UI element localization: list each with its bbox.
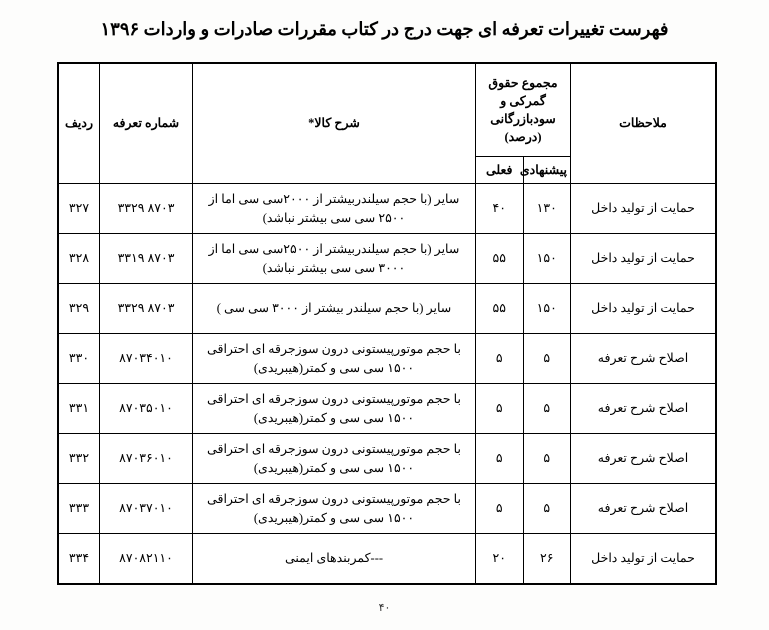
cell-tariff-number: ۸۷۰۳۶۰۱۰: [100, 434, 193, 484]
table-row: [58, 534, 716, 584]
cell-proposed: ۱۳۰: [523, 184, 571, 234]
cell-current: ۴۰: [476, 184, 524, 234]
cell-tariff-number: ۸۷۰۳ ۳۳۱۹: [100, 234, 193, 284]
cell-description: سایر (با حجم سیلندربیشتر از ۲۰۰۰سی سی اما از ۲۵۰۰ سی سی بیشتر نباشد): [193, 184, 476, 234]
duty-group-line-2: گمرکی و: [500, 93, 546, 108]
table-row: [58, 484, 716, 534]
cell-radif: ۳۳۰: [58, 334, 100, 384]
cell-current: ۵: [476, 484, 524, 534]
cell-current: ۲۰: [476, 534, 524, 584]
table-head: [58, 63, 716, 184]
column-header-proposed: پیشنهادی: [523, 157, 571, 184]
cell-current: ۵: [476, 384, 524, 434]
cell-current: ۵: [476, 334, 524, 384]
table-body: [58, 184, 716, 584]
cell-tariff-number: ۸۷۰۳ ۳۳۲۹: [100, 284, 193, 334]
cell-notes: اصلاح شرح تعرفه: [571, 334, 717, 384]
cell-proposed: ۵: [523, 334, 571, 384]
page-number: ۴۰: [378, 602, 391, 614]
column-header-duty-group: [476, 63, 571, 157]
cell-radif: ۳۳۱: [58, 384, 100, 434]
column-header-description: شرح کالا*: [193, 63, 476, 184]
cell-proposed: ۱۵۰: [523, 234, 571, 284]
table-row: [58, 384, 716, 434]
cell-tariff-number: ۸۷۰۳۷۰۱۰: [100, 484, 193, 534]
table-row: [58, 284, 716, 334]
cell-notes: حمایت از تولید داخل: [571, 534, 717, 584]
cell-radif: ۳۳۲: [58, 434, 100, 484]
cell-current: ۵۵: [476, 234, 524, 284]
cell-current: ۵۵: [476, 284, 524, 334]
table-header-row-primary: [58, 63, 716, 157]
cell-radif: ۳۳۴: [58, 534, 100, 584]
table-row: [58, 234, 716, 284]
table-row: [58, 434, 716, 484]
cell-radif: ۳۲۷: [58, 184, 100, 234]
column-header-current: فعلی: [476, 157, 524, 184]
cell-radif: ۳۲۸: [58, 234, 100, 284]
table-row: [58, 334, 716, 384]
cell-tariff-number: ۸۷۰۳۴۰۱۰: [100, 334, 193, 384]
cell-description: با حجم موتورپیستونی درون سوزجرقه ای احتراقی ۱۵۰۰ سی سی و کمتر(هیبریدی): [193, 484, 476, 534]
cell-description: با حجم موتورپیستونی درون سوزجرقه ای احتراقی ۱۵۰۰ سی سی و کمتر(هیبریدی): [193, 384, 476, 434]
cell-notes: حمایت از تولید داخل: [571, 284, 717, 334]
cell-radif: ۳۳۳: [58, 484, 100, 534]
column-header-notes: ملاحظات: [571, 63, 717, 184]
tariff-table-container: [57, 62, 717, 585]
cell-notes: حمایت از تولید داخل: [571, 234, 717, 284]
duty-group-line-1: مجموع حقوق: [488, 75, 558, 90]
cell-description: با حجم موتورپیستونی درون سوزجرقه ای احتراقی ۱۵۰۰ سی سی و کمتر(هیبریدی): [193, 334, 476, 384]
cell-tariff-number: ۸۷۰۳ ۳۳۲۹: [100, 184, 193, 234]
column-header-radif: ردیف: [58, 63, 100, 184]
cell-current: ۵: [476, 434, 524, 484]
cell-notes: اصلاح شرح تعرفه: [571, 484, 717, 534]
cell-tariff-number: ۸۷۰۳۵۰۱۰: [100, 384, 193, 434]
cell-radif: ۳۲۹: [58, 284, 100, 334]
tariff-table: [57, 62, 717, 585]
cell-proposed: ۵: [523, 384, 571, 434]
cell-proposed: ۵: [523, 434, 571, 484]
page-title: فهرست تغییرات تعرفه ای جهت درج در کتاب مقررات صادرات و واردات ۱۳۹۶: [100, 19, 669, 39]
duty-group-line-4: (درصد): [504, 130, 542, 145]
cell-description: سایر (با حجم سیلندر بیشتر از ۳۰۰۰ سی سی ): [193, 284, 476, 334]
column-header-tariff-number: شماره تعرفه: [100, 63, 193, 184]
cell-notes: اصلاح شرح تعرفه: [571, 434, 717, 484]
cell-description: با حجم موتورپیستونی درون سوزجرقه ای احتراقی ۱۵۰۰ سی سی و کمتر(هیبریدی): [193, 434, 476, 484]
cell-notes: اصلاح شرح تعرفه: [571, 384, 717, 434]
table-row: [58, 184, 716, 234]
cell-description: سایر (با حجم سیلندربیشتر از ۲۵۰۰سی سی اما از ۳۰۰۰ سی سی بیشتر نباشد): [193, 234, 476, 284]
cell-notes: حمایت از تولید داخل: [571, 184, 717, 234]
cell-proposed: ۲۶: [523, 534, 571, 584]
duty-group-line-3: سودبازرگانی: [490, 112, 556, 126]
cell-proposed: ۵: [523, 484, 571, 534]
cell-proposed: ۱۵۰: [523, 284, 571, 334]
cell-description: ---کمربندهای ایمنی: [193, 534, 476, 584]
cell-tariff-number: ۸۷۰۸۲۱۱۰: [100, 534, 193, 584]
